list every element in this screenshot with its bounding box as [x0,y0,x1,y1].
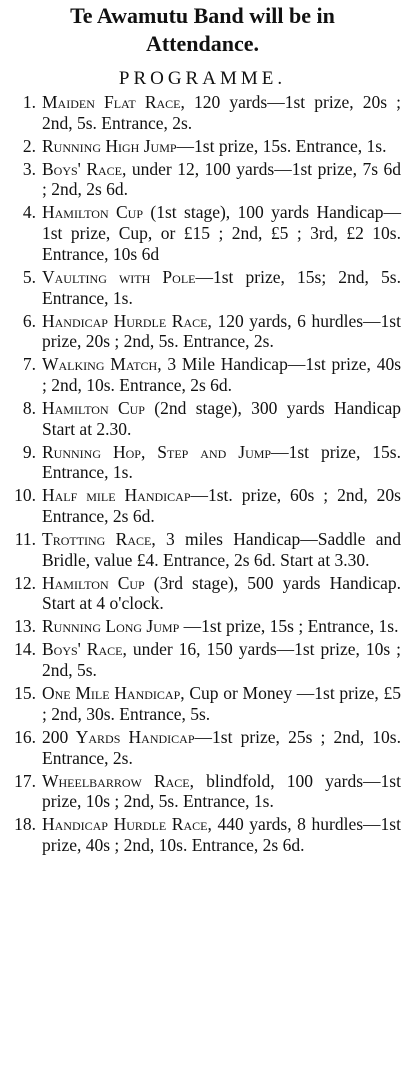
event-title: 200 Yards Handicap [42,726,195,747]
event-title: Half mile Handicap [42,485,191,506]
event-title: Vaulting with Pole [42,266,196,287]
programme-list [4,92,401,856]
item-number: 14. [14,639,36,660]
event-title: Running Hop, Step and Jump [42,441,272,462]
event-title: Maiden Flat Race [42,92,181,112]
programme-item [4,398,401,439]
item-number: 12. [14,572,36,593]
programme-item [4,771,401,812]
event-details: , under 12, 100 yards—1st prize, 7s 6d ; 2nd, 2s 6d. [42,158,401,200]
item-number: 10. [14,485,36,506]
item-number: 16. [14,726,36,747]
event-details: —1st prize, 15s ; Entrance, 1s. [179,616,399,637]
item-number: 9. [22,441,36,462]
programme-item [4,267,401,308]
event-details: , 3 miles Handicap—Saddle and Bridle, value £4. Entrance, 2s 6d. Start at 3.30. [42,529,401,570]
announcement-line-1: Te Awamutu Band will be in [70,3,335,28]
programme-item [4,727,401,768]
event-title: Running Long Jump [42,616,180,637]
announcement-line-2: Attendance. [145,31,260,56]
event-details: —1st prize, 15s; 2nd, 5s. Entrance, 1s. [42,266,401,308]
event-details: , 440 yards, 8 hurdles—1st prize, 40s ; 2nd, 10s. Entrance, 2s 6d. [42,814,401,855]
event-title: Walking Match [42,354,158,375]
programme-item [4,573,401,614]
programme-item [4,639,401,680]
programme-item [4,529,401,570]
event-title: One Mile Handicap [42,683,181,704]
event-title: Wheelbarrow Race [42,770,190,791]
item-number: 6. [22,310,36,331]
band-announcement [4,0,401,58]
programme-item [4,683,401,724]
programme-item [4,814,401,855]
programme-item [4,311,401,352]
item-number: 8. [22,397,36,418]
programme-title: PROGRAMME. [118,68,287,89]
event-details: , blindfold, 100 yards—1st prize, 10s ; 2nd, 5s. Entrance, 1s. [42,770,401,812]
item-number: 11. [14,529,36,550]
event-title: Boys' Race [42,639,123,660]
event-details: , 120 yards—1st prize, 20s ; 2nd, 5s. Entrance, 2s. [42,92,401,133]
item-number: 4. [22,202,36,223]
event-details: (1st stage), 100 yards Handicap—1st prize, Cup, or £15 ; 2nd, £5 ; 3rd, £2 10s. Entrance, 10s 6d [42,202,401,264]
event-title: Boys' Race [42,158,122,179]
event-details: —1st prize, 25s ; 2nd, 10s. Entrance, 2s. [42,726,401,768]
programme-item [4,442,401,483]
event-title: Handicap Hurdle Race [42,310,208,331]
programme-item [4,92,401,133]
programme-item [4,202,401,264]
event-title: Hamilton Cup [42,202,144,223]
programme-item [4,136,401,157]
item-number: 18. [14,814,36,835]
event-title: Trotting Race [42,529,152,550]
item-number: 5. [22,266,36,287]
event-details: —1st prize, 15s. Entrance, 1s. [42,441,401,483]
item-number: 3. [22,158,36,179]
item-number: 1. [22,92,36,112]
event-details: (2nd stage), 300 yards Handicap Start at 2.30. [42,397,402,439]
event-details: , under 16, 150 yards—1st prize, 10s ; 2nd, 5s. [42,639,401,681]
event-details: , Cup or Money —1st prize, £5 ; 2nd, 30s. Entrance, 5s. [42,683,401,724]
event-title: Handicap Hurdle Race [42,814,208,835]
item-number: 15. [14,683,36,704]
item-number: 2. [22,135,36,156]
programme-item [4,354,401,395]
event-details: (3rd stage), 500 yards Handicap. Start at 4 o'clock. [42,572,401,614]
event-title: Hamilton Cup [42,397,145,418]
programme-item [4,159,401,200]
event-details: —1st prize, 15s. Entrance, 1s. [176,135,387,156]
event-details: , 3 Mile Handicap—1st prize, 40s ; 2nd, 10s. Entrance, 2s 6d. [42,354,401,395]
item-number: 13. [14,616,36,637]
event-details: —1st. prize, 60s ; 2nd, 20s Entrance, 2s 6d. [42,485,401,527]
programme-item [4,616,401,637]
programme-item [4,485,401,526]
event-details: , 120 yards, 6 hurdles—1st prize, 20s ; 2nd, 5s. Entrance, 2s. [42,310,401,352]
event-title: Hamilton Cup [42,572,145,593]
event-title: Running High Jump [42,135,177,156]
item-number: 17. [14,770,36,791]
item-number: 7. [22,354,36,375]
